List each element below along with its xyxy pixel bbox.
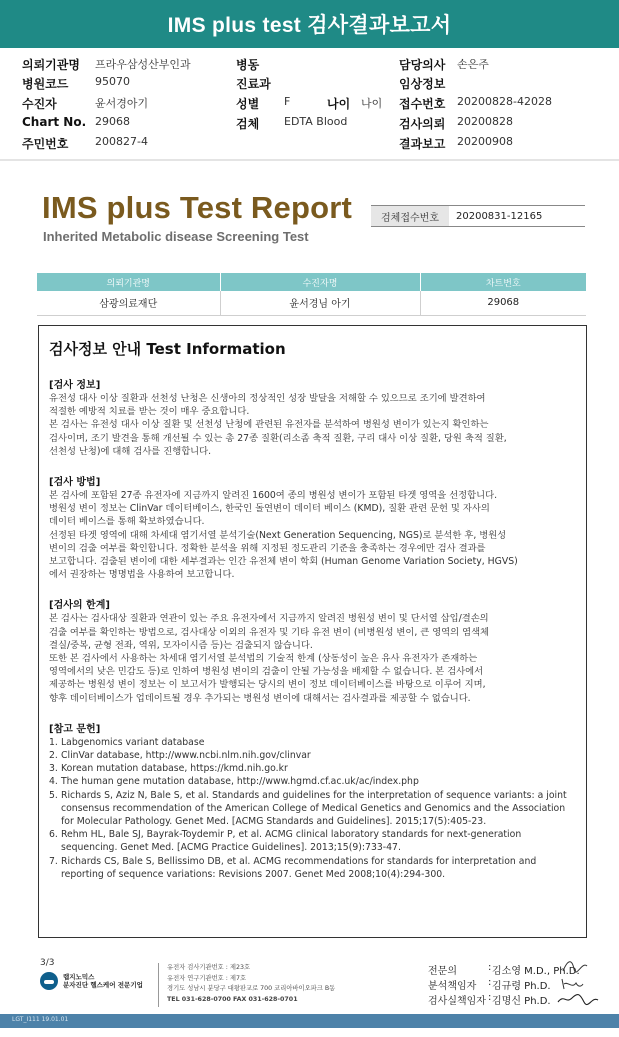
separator: :	[488, 992, 492, 1003]
section-line: 검출 여부를 확인하는 방법으로, 검사대상 이외의 유전자 및 기타 유전 변이 (비병원성 변이, 큰 영역의 염색체	[49, 626, 490, 638]
chart-no-label: Chart No.	[22, 115, 87, 129]
report-title: IMS plus Test Report	[42, 190, 353, 225]
section-line: 향후 데이터베이스가 업데이트될 경우 추가되는 병원성 변이에 대해서는 검사결과를 제공할 수 없습니다.	[49, 692, 471, 704]
reference-number: 5.	[49, 789, 58, 801]
signatory-name: 김명신 Ph.D.	[492, 996, 551, 1007]
section-test-method	[49, 476, 576, 581]
list-item	[49, 736, 576, 749]
section-references	[49, 723, 576, 881]
signatory-role: 전문의	[428, 966, 457, 977]
reference-text: Richards CS, Bale S, Bellissimo DB, et al. ACMG recommendations for standards for interpretation and reporting of sequence variations: Revisions 2007. Genet Med 2008;10(4):294-300.	[61, 855, 537, 880]
section-heading: [검사의 한계]	[49, 600, 110, 612]
section-line: 보고합니다. 검출된 변이에 대한 세부결과는 인간 유전체 변이 학회 (Human Genome Variation Society, HGVS)	[49, 556, 518, 568]
section-line: 본 검사는 검사대상 질환과 연관이 있는 주요 유전자에서 지금까지 알려진 병원성 변이 및 단서열 삽입/결손의	[49, 613, 489, 625]
patient-table-header	[37, 273, 586, 291]
recipient-value: 윤서경아기	[95, 97, 149, 110]
reference-number: 4.	[49, 776, 58, 788]
list-item	[49, 855, 576, 881]
department-label: 진료과	[236, 77, 271, 91]
section-line: 적절한 예방적 치료를 받는 것이 매우 중요합니다.	[49, 406, 250, 418]
reference-text: Labgenomics variant database	[61, 736, 205, 748]
reference-text: Rehm HL, Bale SJ, Bayrak-Toydemir P, et al. ACMG clinical laboratory standards for next-generation sequencing. Genet Med. [ACMG Practice Guidelines]. 2013;15(9):733-47.	[61, 829, 522, 854]
separator: :	[488, 962, 492, 973]
requested-value: 20200828	[457, 115, 513, 128]
cell-institution: 삼광의료재단	[37, 291, 220, 315]
resident-no-value: 200827-4	[95, 135, 148, 148]
header-row-5	[22, 133, 612, 153]
signatory-name: 김규령 Ph.D.	[492, 981, 551, 992]
reference-number: 3.	[49, 763, 58, 775]
reported-value: 20200908	[457, 135, 513, 148]
section-test-limits	[49, 599, 576, 704]
contact-line: TEL 031-628-0700 FAX 031-628-0701	[167, 995, 298, 1003]
form-code: LGT_I111 19.01.01	[12, 1016, 69, 1023]
section-line: 데이터 베이스를 통해 확보하였습니다.	[49, 516, 205, 528]
sex-label: 성별	[236, 97, 260, 111]
specimen-value: EDTA Blood	[284, 115, 348, 128]
col-patient-name: 수진자명	[220, 273, 420, 291]
reference-number: 7.	[49, 855, 58, 867]
hospital-code-label: 병원코드	[22, 77, 69, 91]
page-number: 3/3	[40, 958, 55, 968]
section-line: 병원성 변이 정보는 ClinVar 데이터베이스, 한국인 돌연변이 데이터 베이스 (KMD), 질환 관련 문헌 및 자사의	[49, 503, 490, 515]
section-line: 유전성 대사 이상 질환과 선천성 난청은 신생아의 정상적인 성장 발달을 저해할 수 있으므로 조기에 발견하여	[49, 393, 486, 404]
col-institution: 의뢰기관명	[37, 273, 220, 291]
reference-text: Richards S, Aziz N, Bale S, et al. Standards and guidelines for the interpretation of sequence variants: a joint consensus recommendation of the American College of Medical Genetics and Genomics and the Association for Molecular Pathology. Genet Med. [ACMG Standards and Guidelines]. 2015;17(5):405-23.	[61, 789, 567, 828]
banner-title: IMS plus test 검사결과보고서	[167, 14, 452, 37]
reference-number: 2.	[49, 750, 58, 762]
logo-mark-icon	[40, 972, 58, 990]
report-banner	[0, 0, 619, 48]
ward-label: 병동	[236, 58, 260, 72]
license-line: 유전자 연구기관번호 : 제7호	[167, 974, 247, 982]
section-heading: [검사 정보]	[49, 380, 101, 391]
age-label: 나이	[327, 97, 351, 111]
reference-text: Korean mutation database, https://kmd.nih.go.kr	[61, 763, 288, 775]
footer-bar	[0, 1014, 619, 1028]
list-item	[49, 775, 576, 788]
patient-table	[37, 273, 586, 316]
signatory-role: 검사실책임자	[428, 996, 486, 1007]
doctor-value: 손은주	[457, 58, 489, 71]
signatory-name: 김소영 M.D., Ph.D.	[492, 966, 580, 977]
reference-text: The human gene mutation database, http://www.hgmd.cf.ac.uk/ac/index.php	[61, 776, 419, 788]
section-heading: [참고 문헌]	[49, 723, 101, 735]
section-heading: [검사 방법]	[49, 477, 101, 489]
received-label: 접수번호	[399, 97, 446, 111]
age-value: 나이	[361, 97, 383, 110]
section-test-info	[49, 379, 576, 458]
section-line: 본 검사는 유전성 대사 이상 질환 및 선천성 난청에 관련된 유전자를 분석하여 병원성 변이가 있는지 확인하는	[49, 419, 489, 431]
list-item	[49, 789, 576, 829]
accession-number: 20200831-12165	[456, 210, 543, 222]
logo-text	[63, 973, 143, 989]
institution-value: 프라우삼성산부인과	[95, 58, 191, 71]
header-row-3	[22, 93, 612, 113]
requested-label: 검사의뢰	[399, 117, 446, 131]
header-row-4	[22, 113, 612, 133]
company-logo	[40, 972, 143, 990]
received-value: 20200828-42028	[457, 95, 552, 108]
accession-box	[371, 205, 585, 227]
license-line: 유전자 검사기관번호 : 제23호	[167, 964, 251, 971]
address-line: 경기도 성남시 분당구 대왕판교로 700 코리아바이오파크 B동	[167, 985, 336, 992]
reference-number: 1.	[49, 736, 58, 748]
section-line: 에서 권장하는 명명법을 사용하여 보고합니다.	[49, 569, 235, 581]
reference-number: 6.	[49, 829, 58, 841]
section-line: 선천성 난청)에 대해 검사를 진행합니다.	[49, 445, 212, 457]
signature-scribble-3-icon	[556, 990, 600, 1008]
doctor-label: 담당의사	[399, 58, 446, 72]
page-divider	[0, 159, 619, 161]
resident-no-label: 주민번호	[22, 137, 69, 151]
list-item	[49, 762, 576, 775]
institution-label: 의뢰기관명	[22, 58, 80, 72]
license-info	[167, 963, 335, 1005]
report-subtitle: Inherited Metabolic disease Screening Test	[43, 229, 309, 244]
list-item	[49, 828, 576, 854]
section-line: 선정된 타겟 영역에 대해 차세대 염기서열 분석기술(Next Generation Sequencing, NGS)로 분석한 후, 병원성	[49, 529, 507, 541]
table-row	[37, 291, 586, 315]
cell-chart-no: 29068	[420, 291, 586, 315]
signature-scribble-1-icon	[560, 957, 590, 977]
section-line: 검사이며, 조기 발견을 통해 개선될 수 있는 총 27종 질환(리소좀 축적 질환, 구리 대사 이상 질환, 당원 축적 질환,	[49, 432, 507, 444]
reference-text: ClinVar database, http://www.ncbi.nlm.nih.gov/clinvar	[61, 750, 311, 762]
cell-patient-name: 윤서경님 아기	[220, 291, 420, 315]
header-row-2	[22, 73, 612, 93]
col-chart-no: 차트번호	[420, 273, 586, 291]
header-row-1	[22, 54, 612, 74]
hospital-code-value: 95070	[95, 75, 130, 88]
list-item	[49, 749, 576, 762]
separator: :	[488, 977, 492, 988]
sex-value: F	[284, 95, 291, 108]
specimen-label: 검체	[236, 117, 260, 131]
accession-label: 검체접수번호	[371, 206, 449, 226]
logo-line-1: 랩지노믹스	[63, 973, 95, 981]
chart-no-value: 29068	[95, 115, 130, 128]
reported-label: 결과보고	[399, 137, 446, 151]
section-line: 결실/중복, 균형 전좌, 역위, 모자이시즘 등)는 검출되지 않습니다.	[49, 639, 313, 651]
section-line: 제공하는 병원성 변이 정보는 이 보고서가 발행되는 당시의 변이 정보 데이터베이스를 바탕으로 이루어 지며,	[49, 679, 486, 691]
section-line: 영역에서의 낮은 민감도 등)로 인하여 병원성 변이의 검출이 안될 가능성을 배제할 수 없습니다. 본 검사에서	[49, 666, 484, 678]
recipient-label: 수진자	[22, 97, 57, 111]
section-line: 변이의 검출 여부를 확인합니다. 정확한 분석을 위해 지정된 정도관리 기준을 충족하는 경우에만 검사 결과를	[49, 542, 486, 554]
section-line: 본 검사에 포함된 27종 유전자에 지금까지 알려진 1600여 종의 병원성 변이가 포함된 타겟 영역을 선정합니다.	[49, 490, 498, 502]
info-title: 검사정보 안내 Test Information	[49, 340, 286, 358]
logo-line-2: 분자진단 헬스케어 전문기업	[63, 981, 143, 989]
signatory-role: 분석책임자	[428, 981, 477, 992]
section-line: 또한 본 검사에서 사용하는 차세대 염기서열 분석법의 기술적 한계 (상동성이 높은 유사 유전자가 존재하는	[49, 653, 478, 665]
clinical-info-label: 임상정보	[399, 77, 446, 91]
footer-divider	[158, 963, 159, 1007]
test-information-box	[38, 325, 587, 938]
